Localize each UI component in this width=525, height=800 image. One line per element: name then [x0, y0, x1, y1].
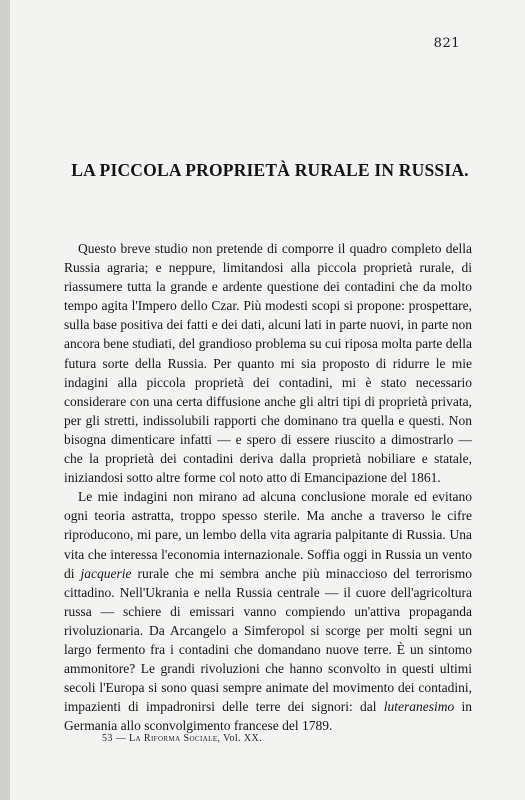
footer-signature-line — [102, 733, 262, 744]
paragraph-1: Questo breve studio non pretende di comporre il quadro completo della Russia agraria; e neppure, limitandosi alla piccola proprietà rurale, di riassumere tutta la grande e ardente questione dei contadini che da molto tempo agita l'Impero dello Czar. Più modesti scopi si propone: prospettare, sulla base positiva dei fatti e dei dati, alcuni lati in parte nuovi, in parte non ancora bene studiati, del grandioso problema su cui riposa molta parte della futura sorte della Russia. Per quanto mi sia proposto di ridurre le mie indagini alla piccola proprietà dei contadini, mi è stato necessario considerare con una certa diffusione anche gli altri tipi di proprietà privata, per gli stretti, indissolubili rapporti che dominano tra quella e questi. Non bisogna dimenticare infatti — e spero di essere riuscito a dimostrarlo — che la proprietà dei contadini deriva dalla proprietà nobiliare e statale, iniziandosi sotto altre forme col noto atto di Emancipazione del 1861. — [64, 241, 472, 486]
paragraph-2-part-1: Le mie indagini non mirano ad alcuna conclusione morale ed evitano ogni teoria astratta, troppo spesso sterile. Ma anche a traverso le cifre riproducono, mi pare, un lembo della vita agraria palpitante di Russia. Una vita che interessa l'economia internazionale. Soffia oggi in Russia un vento di — [64, 489, 472, 581]
italic-term-luteranesimo: luteranesimo — [383, 699, 455, 715]
paragraph-2 — [64, 487, 472, 735]
italic-term-jacquerie: jacquerie — [80, 565, 132, 581]
footer-volume: Vol. XX. — [223, 733, 262, 744]
article-body — [64, 239, 472, 735]
article-title: LA PICCOLA PROPRIETÀ RURALE IN RUSSIA. — [71, 160, 469, 180]
page-number: 821 — [433, 36, 460, 51]
footer-sheet-number: 53 — — [102, 733, 127, 744]
paragraph-2-part-2: rurale che mi sembra anche più minaccioso del terrorismo cittadino. Nell'Ukrania e nella Russia centrale — il cuore dell'agricoltura russa — schiere di emissari vanno compiendo un'attiva propaganda rivoluzionaria. Da Arcangelo a Simferopol si scorge per molti segni un largo fermento fra i contadini che domandano nuove terre. È un sintomo ammonitore? Le grandi rivoluzioni che hanno sconvolto in questi ultimi secoli l'Europa si sono quasi sempre animate del movimento dei contadini, impazienti di impadronirsi delle terre dei signori: dal — [64, 565, 472, 715]
footer-journal-title: La Riforma Sociale, — [129, 733, 221, 744]
paragraph-2-part-3: in Germania allo sconvolgimento francese del 1789. — [64, 699, 472, 734]
